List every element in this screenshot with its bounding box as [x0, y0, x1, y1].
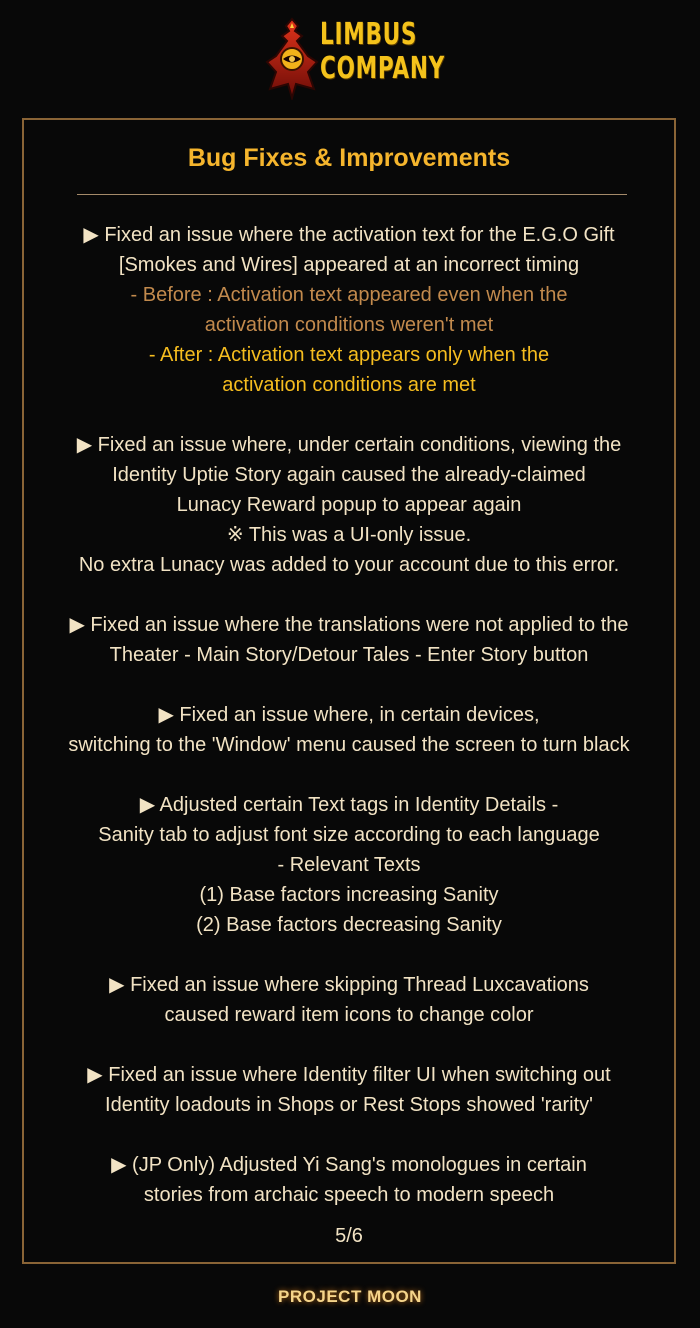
limbus-company-emblem-icon — [262, 14, 322, 100]
entry-line: - Relevant Texts — [277, 854, 421, 876]
after-line: - After : Activation text appears only when the — [148, 344, 550, 366]
after-line: activation conditions are met — [222, 374, 476, 396]
panel-title: Bug Fixes & Improvements — [187, 144, 511, 172]
list-item — [24, 700, 674, 760]
entry-line: ▶ Fixed an issue where, in certain devices, — [158, 704, 540, 726]
entry-line: ▶ Fixed an issue where skipping Thread Luxcavations — [109, 974, 589, 996]
list-item — [24, 430, 674, 580]
entry-line: Theater - Main Story/Detour Tales - Enter Story button — [109, 644, 589, 666]
entry-line: Identity loadouts in Shops or Rest Stops showed 'rarity' — [105, 1094, 593, 1116]
entry-line: No extra Lunacy was added to your account due to this error. — [78, 554, 620, 576]
entry-line: stories from archaic speech to modern speech — [143, 1184, 555, 1206]
header — [0, 0, 700, 118]
entry-line: ▶ Adjusted certain Text tags in Identity Details - — [139, 794, 559, 816]
list-item — [24, 220, 674, 400]
entry-line: [Smokes and Wires] appeared at an incorrect timing — [118, 254, 580, 276]
entry-line: (1) Base factors increasing Sanity — [199, 884, 499, 906]
entry-line: ▶ Fixed an issue where Identity filter UI when switching out — [87, 1064, 611, 1086]
entry-line: Identity Uptie Story again caused the already-claimed — [112, 464, 586, 486]
entry-line: caused reward item icons to change color — [164, 1004, 534, 1026]
logo-line-2: COMPANY — [320, 51, 446, 86]
before-line: - Before : Activation text appeared even when the — [130, 284, 568, 306]
entry-line: ※ This was a UI-only issue. — [226, 524, 472, 546]
entry-line: ▶ Fixed an issue where the activation text for the E.G.O Gift — [83, 224, 615, 246]
list-item — [24, 970, 674, 1030]
entry-line: Sanity tab to adjust font size according to each language — [98, 824, 600, 846]
patch-notes-panel — [22, 118, 676, 1264]
entry-line: ▶ (JP Only) Adjusted Yi Sang's monologues in certain — [111, 1154, 587, 1176]
project-moon-logo: PROJECT MOON — [278, 1287, 422, 1306]
limbus-company-logo — [262, 14, 446, 100]
entry-line: (2) Base factors decreasing Sanity — [196, 914, 502, 936]
title-divider — [77, 194, 627, 195]
entry-line: switching to the 'Window' menu caused the screen to turn black — [68, 734, 630, 756]
entry-line: ▶ Fixed an issue where the translations were not applied to the — [69, 614, 629, 636]
page-indicator: 5/6 — [335, 1225, 363, 1247]
before-line: activation conditions weren't met — [204, 314, 494, 336]
patch-notes-list — [24, 220, 674, 1210]
list-item — [24, 1150, 674, 1210]
list-item — [24, 790, 674, 940]
logo-wordmark — [320, 17, 446, 86]
entry-line: Lunacy Reward popup to appear again — [176, 494, 522, 516]
entry-line: ▶ Fixed an issue where, under certain conditions, viewing the — [76, 434, 622, 456]
list-item — [24, 610, 674, 670]
logo-line-1: LIMBUS — [320, 17, 418, 52]
list-item — [24, 1060, 674, 1120]
